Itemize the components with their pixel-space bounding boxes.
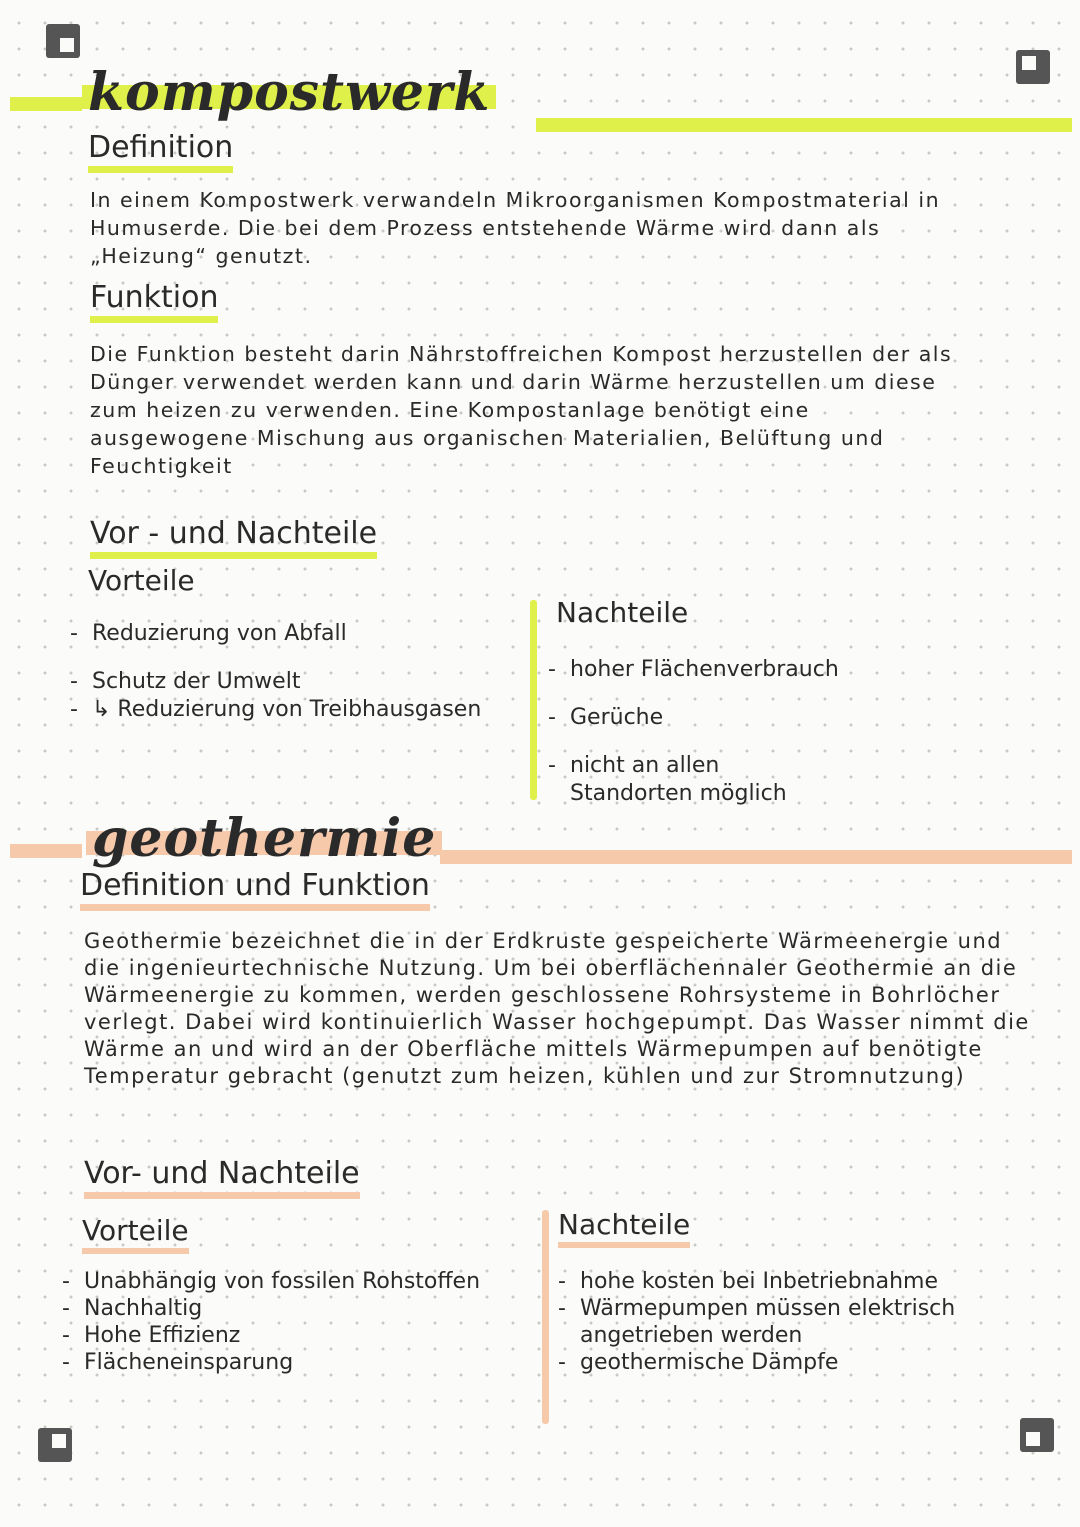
list-item: - nicht an allen Standorten möglich	[548, 752, 830, 808]
pros-cons-divider	[542, 1210, 549, 1424]
pros-heading: Vorteile	[88, 564, 195, 597]
list-item: - Reduzierung von Abfall	[70, 620, 530, 648]
proscons-heading: Vor- und Nachteile	[84, 1156, 360, 1191]
corner-marker-bottom-right	[1020, 1418, 1054, 1452]
function-heading: Funktion	[90, 280, 218, 315]
corner-marker-top-left	[46, 24, 80, 58]
definition-heading: Definition	[88, 130, 233, 165]
heading-underline	[84, 1192, 360, 1199]
list-item: - ↳ Reduzierung von Treibhausgasen	[70, 696, 530, 724]
cons-heading: Nachteile	[556, 596, 689, 629]
list-item: - Hohe Effizienz	[62, 1322, 482, 1349]
definition-text: Geothermie bezeichnet die in der Erdkruste gespeicherte Wärmeenergie und die ingenieurtechnische Nutzung. Um bei oberflächennaler Geothermie an die Wärmeenergie zu kommen, werden geschlossene Rohrsysteme in Bohrlöcher verlegt. Dabei wird kontinuierlich Wasser hochgepumpt. Das Wasser nimmt die Wärme an und wird an der Oberfläche mittels Wärmepumpen auf benötigte Temperatur gebracht (genutzt zum heizen, kühlen und zur Stromnutzung)	[84, 929, 1030, 1088]
title-rule-left	[10, 97, 82, 111]
heading-underline	[88, 166, 233, 173]
proscons-heading: Vor - und Nachteile	[90, 516, 377, 551]
corner-marker-top-right	[1016, 50, 1050, 84]
title-rule-right	[440, 850, 1072, 864]
list-item: - Flächeneinsparung	[62, 1349, 482, 1376]
heading-underline	[80, 904, 430, 911]
section-title-kompostwerk: kompostwerk	[88, 62, 490, 123]
heading-underline	[90, 552, 377, 559]
title-rule-left	[10, 844, 82, 858]
list-item: - hoher Flächenverbrauch	[548, 656, 988, 684]
heading-underline	[82, 1248, 189, 1254]
cons-list	[558, 1268, 1048, 1376]
heading-underline	[558, 1242, 690, 1248]
list-item: - Unabhängig von fossilen Rohstoffen	[62, 1268, 482, 1295]
list-item: - Gerüche	[548, 704, 988, 732]
function-text: Die Funktion besteht darin Nährstoffreichen Kompost herzustellen der als Dünger verwendet werden kann und darin Wärme herzustellen um diese zum heizen zu verwenden. Eine Kompostanlage benötigt eine ausgewogene Mischung aus organischen Materialien, Belüftung und Feuchtigkeit	[90, 342, 953, 478]
pros-list	[62, 1268, 482, 1376]
list-item: - Wärmepumpen müssen elektrisch angetrieben werden	[558, 1295, 1048, 1349]
list-item: - geothermische Dämpfe	[558, 1349, 1048, 1376]
section-title-geothermie: geothermie	[92, 808, 436, 869]
list-item: - Nachhaltig	[62, 1295, 482, 1322]
heading-underline	[90, 316, 218, 323]
list-item: - hohe kosten bei Inbetriebnahme	[558, 1268, 1048, 1295]
title-rule-right	[536, 118, 1072, 132]
cons-list	[548, 656, 988, 808]
definition-text: In einem Kompostwerk verwandeln Mikroorganismen Kompostmaterial in Humuserde. Die bei dem Prozess entstehende Wärme wird dann als „Heizung“ genutzt.	[90, 188, 941, 268]
cons-heading: Nachteile	[558, 1208, 690, 1241]
corner-marker-bottom-left	[38, 1428, 72, 1462]
pros-cons-divider	[530, 600, 537, 800]
list-item: - Schutz der Umwelt	[70, 668, 530, 696]
pros-list	[70, 620, 530, 724]
definition-heading: Definition und Funktion	[80, 868, 430, 903]
pros-heading: Vorteile	[82, 1214, 189, 1247]
